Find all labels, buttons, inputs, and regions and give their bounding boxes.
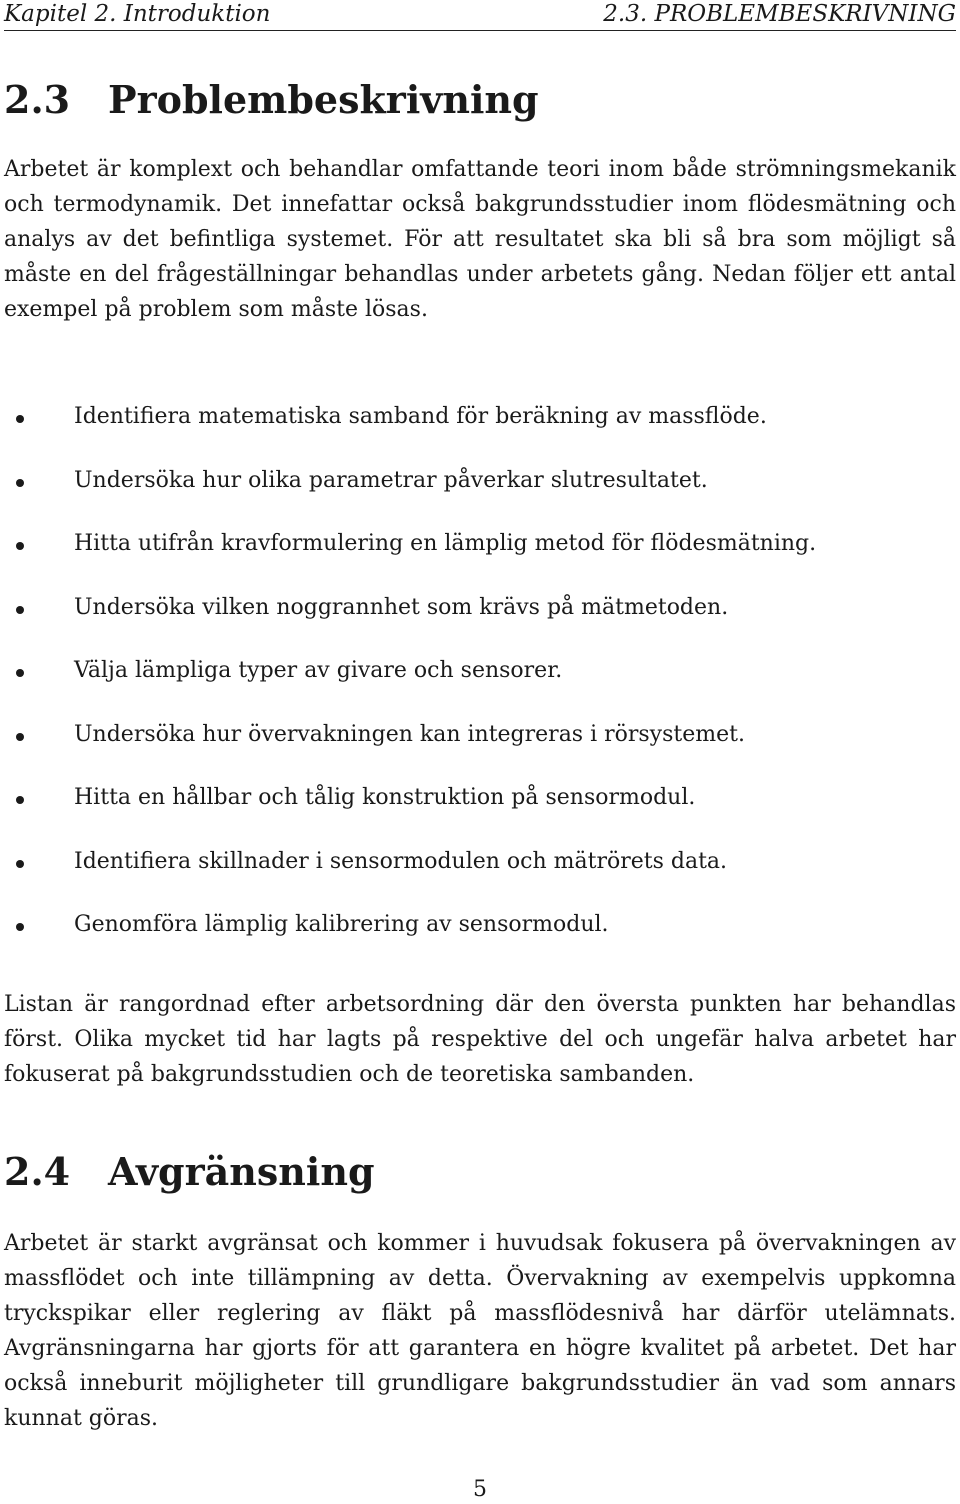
list-item-text: Välja lämpliga typer av givare och sensorer. (74, 658, 563, 683)
list-item (0, 466, 816, 530)
bullet-icon (16, 860, 24, 868)
running-header (4, 0, 956, 31)
problem-list (0, 402, 816, 974)
closing-paragraph: Listan är rangordnad efter arbetsordning där den översta punkten har behandlas först. Olika mycket tid har lagts på respektive del och ungefär halva arbetet har fokuserat på bakgrundsstudien och de teoretiska sambanden. (4, 992, 956, 1087)
section-title: Problembeskrivning (108, 77, 539, 122)
list-item (0, 847, 816, 911)
bullet-icon (16, 479, 24, 487)
list-item-text: Hitta utifrån kravformulering en lämplig metod för flödesmätning. (74, 531, 817, 556)
list-item (0, 656, 816, 720)
list-item (0, 910, 816, 974)
bullet-icon (16, 669, 24, 677)
list-item (0, 593, 816, 657)
section-number: 2.3 (4, 77, 71, 122)
list-item (0, 783, 816, 847)
section-heading-avgransning (4, 1150, 375, 1194)
section-heading-problembeskrivning (4, 78, 539, 122)
list-item-text: Genomföra lämplig kalibrering av sensormodul. (74, 912, 609, 937)
list-item (0, 402, 816, 466)
list-item-text: Identifiera skillnader i sensormodulen och mätrörets data. (74, 848, 728, 874)
bullet-icon (16, 542, 24, 550)
section-header: 2.3. PROBLEMBESKRIVNING (603, 1, 956, 27)
bullet-icon (16, 415, 24, 423)
bullet-icon (16, 606, 24, 614)
list-item (0, 529, 816, 593)
list-item-text: Undersöka hur olika parametrar påverkar slutresultatet. (74, 467, 708, 493)
list-item (0, 720, 816, 784)
bullet-icon (16, 733, 24, 741)
avgransning-paragraph: Arbetet är starkt avgränsat och kommer i huvudsak fokusera på övervakningen av massflödet och inte tillämpning av detta. Övervakning av exempelvis uppkomna tryckspikar eller reglering av fläkt på massflödesnivå har därför utelämnats. Avgränsningarna har gjorts för att garantera en högre kvalitet på arbetet. Det har också inneburit möjligheter till grundligare bakgrundsstudier än vad som annars kunnat göras. (4, 1231, 956, 1431)
bullet-icon (16, 796, 24, 804)
section-number: 2.4 (4, 1149, 71, 1194)
section-title: Avgränsning (108, 1149, 375, 1194)
list-item-text: Hitta en hållbar och tålig konstruktion på sensormodul. (74, 785, 696, 810)
page-number: 5 (473, 1477, 487, 1502)
list-item-text: Identifiera matematiska samband för beräkning av massflöde. (74, 404, 767, 429)
list-item-text: Undersöka hur övervakningen kan integreras i rörsystemet. (74, 721, 745, 747)
chapter-header: Kapitel 2. Introduktion (4, 1, 271, 27)
bullet-icon (16, 923, 24, 931)
list-item-text: Undersöka vilken noggrannhet som krävs på mätmetoden. (74, 594, 729, 620)
intro-paragraph: Arbetet är komplext och behandlar omfattande teori inom både strömningsmekanik och termodynamik. Det innefattar också bakgrundsstudier inom flödesmätning och analys av det befintliga systemet. För att resultatet ska bli så bra som möjligt så måste en del frågeställningar behandlas under arbetets gång. Nedan följer ett antal exempel på problem som måste lösas. (4, 157, 956, 322)
